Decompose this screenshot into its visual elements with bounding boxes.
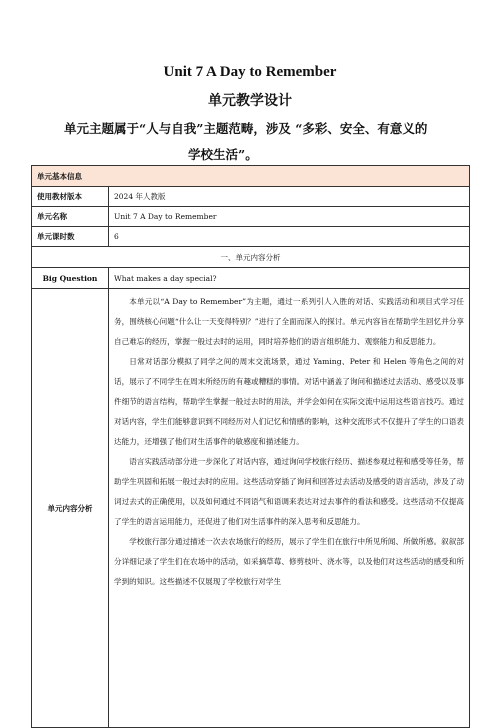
big-question-value: What makes a day special? (109, 268, 470, 289)
unit-name-value: Unit 7 A Day to Remember (109, 207, 470, 227)
basic-info-header: 单元基本信息 (32, 166, 470, 187)
section-title: 一、单元内容分析 (32, 247, 470, 268)
table-row (32, 268, 470, 289)
basic-info-header-row (32, 166, 470, 187)
theme-intro-line-1: 单元主题属于“人与自我”主题范畴，涉及 “多彩、安全、有意义的 (64, 121, 428, 136)
table-row (32, 289, 470, 728)
unit-info-table (31, 165, 470, 728)
analysis-paragraph: 本单元以“A Day to Remember”为主题，通过一系列引人入胜的对话、实践活动和项目式学习任务，围绕核心问题“什么让一天变得特别？”进行了全面而深入的探讨。单元内容旨在帮助学生回忆并分享自己难忘的经历，掌握一般过去时的运用，同时培养他们的语言组织能力、观察能力和反思能力。 (114, 297, 464, 346)
unit-name-label: 单元名称 (32, 207, 109, 227)
textbook-version-value: 2024 年人教版 (109, 187, 470, 207)
big-question-label: Big Question (32, 268, 109, 289)
lesson-count-value: 6 (109, 227, 470, 247)
analysis-paragraph: 日常对话部分模拟了同学之间的周末交流场景，通过 Yaming、Peter 和 Helen 等角色之间的对话，展示了不同学生在周末所经历的有趣或糟糕的事情。对话中涵盖了询问和描述过去活动、感受以及事件细节的语言结构，帮助学生掌握一般过去时的用法，并学会如何在实际交流中运用这些语言技巧。通过对话内容，学生们能够意识到不同经历对人们记忆和情感的影响，这种交流形式不仅提升了学生的口语表达能力，还增强了他们对生活事件的敏感度和描述能力。 (114, 357, 464, 446)
analysis-paragraph: 学校旅行部分通过描述一次去农场旅行的经历，展示了学生们在旅行中所见所闻、所做所感。叙叙部分详细记录了学生们在农场中的活动，如采摘草莓、修剪枝叶、浇水等，以及他们对这些活动的感受和所学到的知识。这些描述不仅展现了学校旅行对学生 (114, 537, 464, 586)
content-analysis-body (109, 289, 470, 728)
textbook-version-label: 使用教材版本 (32, 187, 109, 207)
section-title-row (32, 247, 470, 268)
document-title: Unit 7 A Day to Remember (163, 64, 337, 80)
table-row (32, 227, 470, 247)
table-row (32, 207, 470, 227)
analysis-paragraph: 语言实践活动部分进一步深化了对话内容，通过询问学校旅行经历、描述参观过程和感受等任务，帮助学生巩固和拓展一般过去时的应用。这些活动穿插了询问和回答过去活动及感受的语言活动，涉及了动词过去式的正确使用，以及如何通过不同语气和语调来表达对过去事件的看法和感受。这些活动不仅提高了学生的语言运用能力，还促进了他们对生活事件的深入思考和反思能力。 (114, 457, 464, 526)
lesson-count-label: 单元课时数 (32, 227, 109, 247)
document-subtitle: 单元教学设计 (208, 93, 292, 109)
content-analysis-label: 单元内容分析 (32, 289, 109, 728)
table-row (32, 187, 470, 207)
theme-intro-line-2: 学校生活”。 (188, 147, 258, 162)
